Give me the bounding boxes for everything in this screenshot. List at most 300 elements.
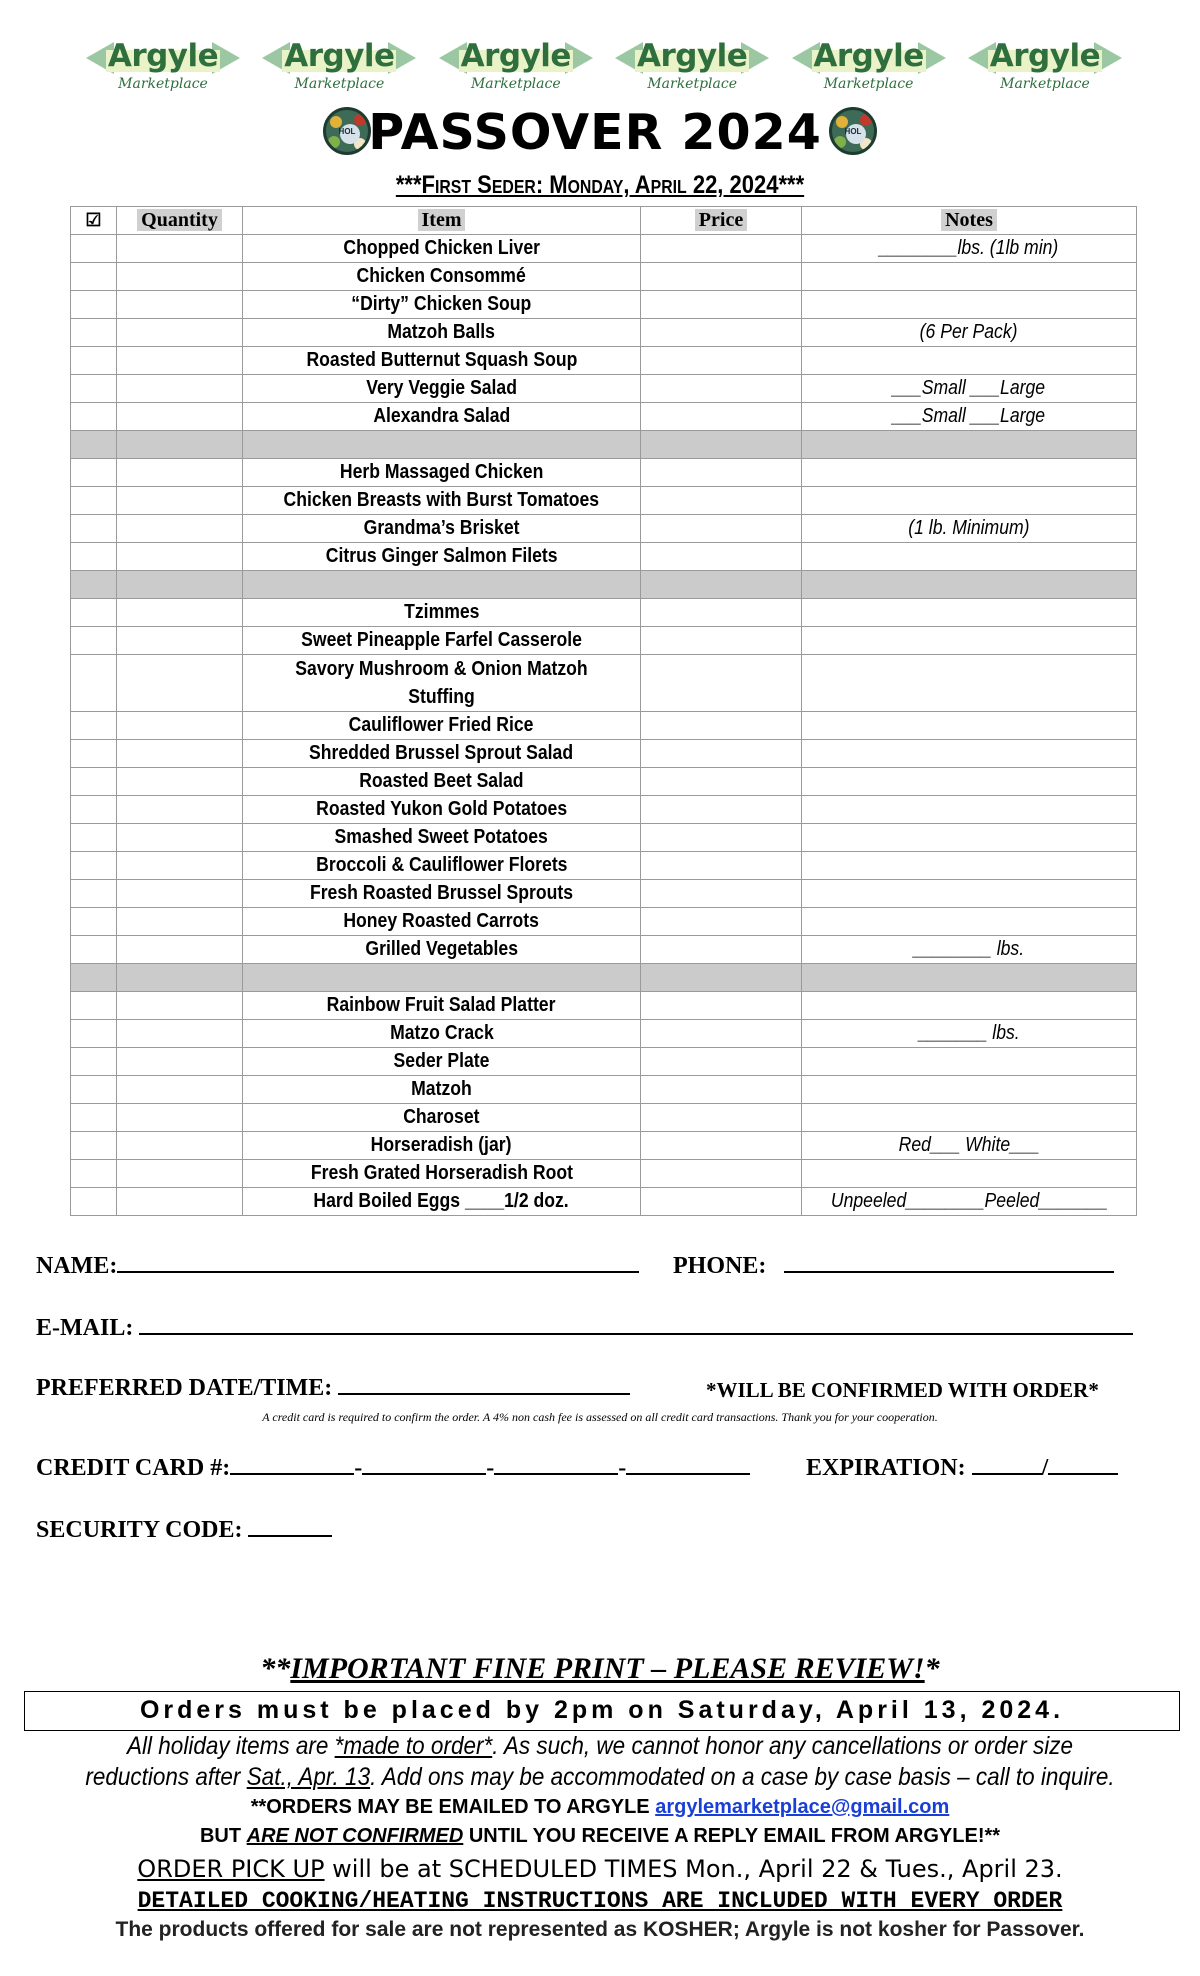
item-cell — [243, 319, 641, 347]
pickup-text: will be at SCHEDULED TIMES Mon., April 22 & Tues., April 23. — [324, 1855, 1063, 1883]
quantity-cell[interactable] — [117, 796, 243, 824]
item-name: “Dirty” Chicken Soup — [351, 293, 532, 315]
checkbox-cell[interactable] — [71, 375, 117, 403]
table-row — [71, 1104, 1137, 1132]
badge-text: HOL — [844, 127, 862, 136]
price-cell — [641, 319, 802, 347]
notes-cell — [802, 908, 1137, 936]
logo-row — [84, 36, 1124, 102]
card-part-3[interactable] — [494, 1455, 618, 1475]
notes-cell — [802, 431, 1137, 459]
item-name: Matzoh — [411, 1078, 472, 1100]
logo-sub: Marketplace — [1000, 76, 1090, 92]
item-cell — [243, 599, 641, 627]
table-row — [71, 599, 1137, 627]
price-cell — [641, 655, 802, 712]
table-row — [71, 235, 1137, 263]
checkbox-cell[interactable] — [71, 908, 117, 936]
item-cell — [243, 487, 641, 515]
pickup-line — [20, 1855, 1180, 1883]
checkbox-cell[interactable] — [71, 655, 117, 712]
section-divider-row — [71, 964, 1137, 992]
price-cell — [641, 459, 802, 487]
security-code-field[interactable] — [248, 1517, 332, 1537]
notes-cell — [802, 880, 1137, 908]
item-note: _______ lbs. — [918, 1022, 1020, 1044]
checkbox-cell[interactable] — [71, 263, 117, 291]
reductions-line — [78, 1763, 1122, 1792]
price-header-label: Price — [695, 209, 747, 231]
item-name: Citrus Ginger Salmon Filets — [325, 545, 558, 567]
checkbox-cell[interactable] — [71, 459, 117, 487]
notes-cell — [802, 1020, 1137, 1048]
argyle-logo — [790, 36, 948, 102]
quantity-cell[interactable] — [117, 655, 243, 712]
name-field[interactable] — [117, 1253, 639, 1273]
quantity-cell — [117, 964, 243, 992]
price-cell — [641, 908, 802, 936]
checkbox-cell[interactable] — [71, 1104, 117, 1132]
table-row — [71, 740, 1137, 768]
item-column-header — [243, 207, 641, 235]
item-note: ________ lbs. — [913, 938, 1025, 960]
item-name: Matzo Crack — [389, 1022, 494, 1044]
notes-column-header — [802, 207, 1137, 235]
checkbox-cell[interactable] — [71, 1132, 117, 1160]
table-row — [71, 908, 1137, 936]
table-row — [71, 712, 1137, 740]
item-name: Cauliflower Fried Rice — [349, 714, 534, 736]
credit-card-row: CREDIT CARD #: - - - — [36, 1455, 750, 1482]
quantity-cell[interactable] — [117, 403, 243, 431]
checkbox-cell[interactable] — [71, 599, 117, 627]
notes-cell — [802, 964, 1137, 992]
item-cell — [243, 852, 641, 880]
price-cell — [641, 964, 802, 992]
quantity-cell[interactable] — [117, 487, 243, 515]
item-cell — [243, 571, 641, 599]
name-field-row — [36, 1253, 639, 1280]
email-label: E-MAIL: — [36, 1315, 134, 1341]
table-row — [71, 347, 1137, 375]
quantity-cell[interactable] — [117, 1160, 243, 1188]
expiration-row: EXPIRATION: / — [806, 1455, 1118, 1482]
item-name: Roasted Butternut Squash Soup — [306, 349, 577, 371]
checkbox-cell[interactable] — [71, 824, 117, 852]
made-post: . As such, we cannot honor any cancellations or order size — [492, 1732, 1073, 1760]
item-name: Horseradish (jar) — [371, 1134, 512, 1156]
quantity-cell[interactable] — [117, 319, 243, 347]
item-cell — [243, 1020, 641, 1048]
item-cell — [243, 347, 641, 375]
item-cell — [243, 992, 641, 1020]
email-orders-line — [20, 1796, 1180, 1819]
date-confirm-note: *WILL BE CONFIRMED WITH ORDER* — [706, 1378, 1099, 1402]
expiration-year[interactable] — [1048, 1455, 1118, 1475]
price-cell — [641, 543, 802, 571]
logo-mark: Argyle — [989, 38, 1101, 74]
quantity-cell[interactable] — [117, 235, 243, 263]
price-cell — [641, 291, 802, 319]
table-row — [71, 1160, 1137, 1188]
table-header-row — [71, 207, 1137, 235]
redux-date: Sat., Apr. 13 — [246, 1763, 371, 1791]
item-cell — [243, 1132, 641, 1160]
checkbox-cell[interactable] — [71, 627, 117, 655]
table-row — [71, 543, 1137, 571]
price-cell — [641, 1132, 802, 1160]
cooking-instructions-line: DETAILED COOKING/HEATING INSTRUCTIONS ARE INCLUDED WITH EVERY ORDER — [137, 1888, 1063, 1914]
order-table-body — [71, 235, 1137, 1216]
item-cell — [243, 712, 641, 740]
item-cell — [243, 403, 641, 431]
checkbox-cell[interactable] — [71, 319, 117, 347]
item-name: Chicken Consommé — [356, 265, 527, 287]
logo-mark: Argyle — [460, 38, 571, 74]
quantity-cell[interactable] — [117, 375, 243, 403]
quantity-cell[interactable] — [117, 1048, 243, 1076]
seder-plate-icon — [829, 107, 877, 155]
table-row — [71, 263, 1137, 291]
item-name: Fresh Roasted Brussel Sprouts — [309, 882, 574, 904]
notes-cell — [802, 796, 1137, 824]
quantity-cell[interactable] — [117, 712, 243, 740]
fine-print-title-tail: * — [924, 1652, 940, 1685]
checkbox-cell[interactable] — [71, 543, 117, 571]
notes-cell — [802, 571, 1137, 599]
item-name: Roasted Yukon Gold Potatoes — [315, 798, 567, 820]
notes-cell — [802, 235, 1137, 263]
table-row — [71, 880, 1137, 908]
phone-field-row — [673, 1253, 1114, 1280]
order-table — [70, 206, 1137, 1216]
expiration-label: EXPIRATION: — [806, 1455, 966, 1481]
price-cell — [641, 263, 802, 291]
item-name: Alexandra Salad — [373, 405, 510, 427]
quantity-cell[interactable] — [117, 263, 243, 291]
confirm-post: UNTIL YOU RECEIVE A REPLY EMAIL FROM ARGYLE!** — [463, 1825, 1001, 1847]
section-divider-row — [71, 431, 1137, 459]
notes-cell — [802, 1132, 1137, 1160]
table-row — [71, 515, 1137, 543]
notes-cell — [802, 936, 1137, 964]
item-note: Red___ White___ — [898, 1134, 1040, 1156]
item-name: Chopped Chicken Liver — [343, 237, 540, 259]
item-name: Fresh Grated Horseradish Root — [310, 1162, 573, 1184]
quantity-cell[interactable] — [117, 908, 243, 936]
logo-sub: Marketplace — [118, 76, 208, 92]
quantity-header-label: Quantity — [137, 209, 222, 231]
item-name: Chicken Breasts with Burst Tomatoes — [283, 489, 600, 511]
price-cell — [641, 487, 802, 515]
quantity-cell[interactable] — [117, 740, 243, 768]
quantity-cell[interactable] — [117, 824, 243, 852]
checkbox-cell — [71, 431, 117, 459]
notes-header-label: Notes — [941, 209, 997, 231]
item-cell — [243, 655, 641, 712]
item-note: Unpeeled________Peeled_______ — [830, 1190, 1108, 1212]
checkbox-cell[interactable] — [71, 1048, 117, 1076]
notes-cell — [802, 543, 1137, 571]
quantity-cell[interactable] — [117, 543, 243, 571]
checkbox-cell[interactable] — [71, 291, 117, 319]
checkbox-cell[interactable] — [71, 880, 117, 908]
not-confirmed-text: ARE NOT CONFIRMED — [246, 1825, 464, 1847]
quantity-cell[interactable] — [117, 599, 243, 627]
notes-cell — [802, 740, 1137, 768]
checkbox-cell[interactable] — [71, 403, 117, 431]
item-cell — [243, 740, 641, 768]
quantity-cell[interactable] — [117, 1104, 243, 1132]
credit-card-label: CREDIT CARD #: — [36, 1455, 231, 1481]
argyle-logo — [260, 36, 418, 102]
checkbox-cell[interactable] — [71, 740, 117, 768]
item-name: Hard Boiled Eggs ____1/2 doz. — [313, 1190, 570, 1212]
logo-sub: Marketplace — [823, 76, 914, 92]
checkbox-cell[interactable] — [71, 768, 117, 796]
item-name: Shredded Brussel Sprout Salad — [309, 742, 574, 764]
price-cell — [641, 1048, 802, 1076]
table-row — [71, 1188, 1137, 1216]
item-cell — [243, 263, 641, 291]
checkbox-cell[interactable] — [71, 852, 117, 880]
price-cell — [641, 1104, 802, 1132]
price-column-header — [641, 207, 802, 235]
item-name: Broccoli & Cauliflower Florets — [315, 854, 568, 876]
card-part-4[interactable] — [626, 1455, 750, 1475]
notes-cell — [802, 459, 1137, 487]
item-cell — [243, 1076, 641, 1104]
price-cell — [641, 740, 802, 768]
price-cell — [641, 852, 802, 880]
price-cell — [641, 1020, 802, 1048]
price-cell — [641, 347, 802, 375]
checkbox-cell[interactable] — [71, 1160, 117, 1188]
item-cell — [243, 1188, 641, 1216]
order-deadline-box: Orders must be placed by 2pm on Saturday, April 13, 2024. — [24, 1691, 1180, 1731]
credit-card-note: A credit card is required to confirm the order. A 4% non cash fee is assessed on all credit card transactions. Thank you for your cooperation. — [262, 1410, 938, 1424]
item-name: Sweet Pineapple Farfel Casserole — [301, 629, 582, 651]
quantity-cell[interactable] — [117, 880, 243, 908]
quantity-cell[interactable] — [117, 1076, 243, 1104]
item-note: ___Small ___Large — [892, 377, 1046, 399]
item-name: Rainbow Fruit Salad Platter — [327, 994, 556, 1016]
fine-print-title-main: IMPORTANT FINE PRINT – PLEASE REVIEW! — [290, 1652, 925, 1685]
quantity-cell[interactable] — [117, 515, 243, 543]
quantity-cell[interactable] — [117, 1188, 243, 1216]
table-row — [71, 992, 1137, 1020]
item-cell — [243, 515, 641, 543]
badge-text: HOL — [338, 127, 356, 136]
security-code-row — [36, 1517, 332, 1544]
item-name: Roasted Beet Salad — [359, 770, 524, 792]
notes-cell — [802, 375, 1137, 403]
price-cell — [641, 712, 802, 740]
email-field[interactable] — [139, 1315, 1133, 1335]
argyle-logo — [966, 36, 1124, 102]
notes-cell — [802, 852, 1137, 880]
card-part-2[interactable] — [362, 1455, 486, 1475]
notes-cell — [802, 824, 1137, 852]
quantity-cell — [117, 431, 243, 459]
made-to-order-text: *made to order* — [334, 1732, 493, 1760]
checkbox-cell[interactable] — [71, 796, 117, 824]
logo-mark: Argyle — [284, 38, 395, 74]
table-row — [71, 824, 1137, 852]
phone-field[interactable] — [784, 1253, 1114, 1273]
item-cell — [243, 459, 641, 487]
notes-cell — [802, 487, 1137, 515]
table-row — [71, 319, 1137, 347]
checkbox-cell[interactable] — [71, 992, 117, 1020]
checkbox-cell — [71, 964, 117, 992]
argyle-logo — [84, 36, 242, 102]
item-cell — [243, 431, 641, 459]
notes-cell — [802, 655, 1137, 712]
price-cell — [641, 880, 802, 908]
quantity-cell[interactable] — [117, 347, 243, 375]
checkbox-cell[interactable] — [71, 487, 117, 515]
card-part-1[interactable] — [230, 1455, 354, 1475]
price-cell — [641, 796, 802, 824]
fine-print-title — [150, 1652, 1050, 1686]
checkbox-cell[interactable] — [71, 936, 117, 964]
section-divider-row — [71, 571, 1137, 599]
price-cell — [641, 1188, 802, 1216]
name-label: NAME: — [36, 1253, 118, 1279]
notes-cell — [802, 347, 1137, 375]
item-cell — [243, 543, 641, 571]
quantity-cell[interactable] — [117, 936, 243, 964]
email-pre: **ORDERS MAY BE EMAILED TO ARGYLE — [250, 1796, 656, 1818]
item-name: Grilled Vegetables — [365, 938, 518, 960]
notes-cell — [802, 627, 1137, 655]
quantity-cell[interactable] — [117, 992, 243, 1020]
table-row — [71, 1020, 1137, 1048]
table-row — [71, 768, 1137, 796]
table-row — [71, 627, 1137, 655]
checkbox-column-header: ☑ — [71, 207, 117, 235]
item-cell — [243, 824, 641, 852]
notes-cell — [802, 1104, 1137, 1132]
argyle-logo — [613, 36, 771, 102]
item-cell — [243, 1160, 641, 1188]
checkbox-cell[interactable] — [71, 515, 117, 543]
item-name: Tzimmes — [403, 601, 480, 623]
checkbox-cell[interactable] — [71, 1020, 117, 1048]
made-pre: All holiday items are — [127, 1732, 335, 1760]
notes-cell — [802, 712, 1137, 740]
checkbox-cell[interactable] — [71, 347, 117, 375]
logo-mark: Argyle — [813, 38, 924, 74]
item-name: Herb Massaged Chicken — [339, 461, 544, 483]
expiration-month[interactable] — [972, 1455, 1042, 1475]
phone-label: PHONE: — [673, 1253, 767, 1279]
item-cell — [243, 796, 641, 824]
checkbox-cell[interactable] — [71, 1076, 117, 1104]
security-code-label: SECURITY CODE: — [36, 1517, 243, 1543]
item-note: ________lbs. (1lb min) — [879, 237, 1059, 259]
confirm-pre: BUT — [199, 1825, 247, 1847]
price-cell — [641, 1160, 802, 1188]
item-cell — [243, 936, 641, 964]
notes-cell — [802, 1160, 1137, 1188]
made-to-order-line — [78, 1732, 1122, 1761]
item-note: (6 Per Pack) — [920, 321, 1018, 343]
item-name: Honey Roasted Carrots — [343, 910, 540, 932]
table-row — [71, 403, 1137, 431]
redux-pre: reductions after — [85, 1763, 247, 1791]
checkbox-cell — [71, 571, 117, 599]
quantity-cell[interactable] — [117, 627, 243, 655]
price-cell — [641, 403, 802, 431]
logo-sub: Marketplace — [294, 76, 385, 92]
redux-post: . Add ons may be accommodated on a case by case basis – call to inquire. — [370, 1763, 1115, 1791]
item-cell — [243, 291, 641, 319]
checkbox-cell[interactable] — [71, 1188, 117, 1216]
table-row — [71, 459, 1137, 487]
quantity-column-header — [117, 207, 243, 235]
item-note: (1 lb. Minimum) — [908, 517, 1030, 539]
table-row — [71, 487, 1137, 515]
notes-cell — [802, 291, 1137, 319]
item-cell — [243, 375, 641, 403]
price-cell — [641, 431, 802, 459]
confirm-line — [20, 1825, 1180, 1848]
item-cell — [243, 880, 641, 908]
item-cell — [243, 908, 641, 936]
notes-cell — [802, 599, 1137, 627]
email-link[interactable]: argylemarketplace@gmail.com — [655, 1796, 950, 1818]
quantity-cell[interactable] — [117, 852, 243, 880]
price-cell — [641, 1076, 802, 1104]
table-row — [71, 796, 1137, 824]
price-cell — [641, 992, 802, 1020]
table-row — [71, 291, 1137, 319]
quantity-cell[interactable] — [117, 291, 243, 319]
quantity-cell[interactable] — [117, 1132, 243, 1160]
date-label: PREFERRED DATE/TIME: — [36, 1375, 333, 1401]
quantity-cell[interactable] — [117, 459, 243, 487]
table-row — [71, 1048, 1137, 1076]
table-row — [71, 1076, 1137, 1104]
notes-cell — [802, 768, 1137, 796]
item-cell — [243, 235, 641, 263]
logo-sub: Marketplace — [647, 76, 738, 92]
kosher-disclaimer: The products offered for sale are not represented as KOSHER; Argyle is not kosher for Passover. — [115, 1918, 1085, 1941]
item-name: Charoset — [403, 1106, 480, 1128]
item-cell — [243, 964, 641, 992]
quantity-cell[interactable] — [117, 1020, 243, 1048]
pickup-label: ORDER PICK UP — [137, 1855, 325, 1883]
item-name: Very Veggie Salad — [366, 377, 517, 399]
fine-print-title-lead: ** — [260, 1652, 291, 1685]
price-cell — [641, 571, 802, 599]
notes-cell — [802, 263, 1137, 291]
notes-cell — [802, 1048, 1137, 1076]
date-field[interactable] — [338, 1375, 630, 1395]
checkbox-cell[interactable] — [71, 235, 117, 263]
quantity-cell — [117, 571, 243, 599]
item-name: Savory Mushroom & Onion Matzoh Stuffing — [295, 658, 588, 708]
notes-cell — [802, 515, 1137, 543]
logo-mark: Argyle — [637, 38, 748, 74]
checkbox-cell[interactable] — [71, 712, 117, 740]
quantity-cell[interactable] — [117, 768, 243, 796]
table-row — [71, 375, 1137, 403]
table-row — [71, 655, 1137, 712]
price-cell — [641, 768, 802, 796]
